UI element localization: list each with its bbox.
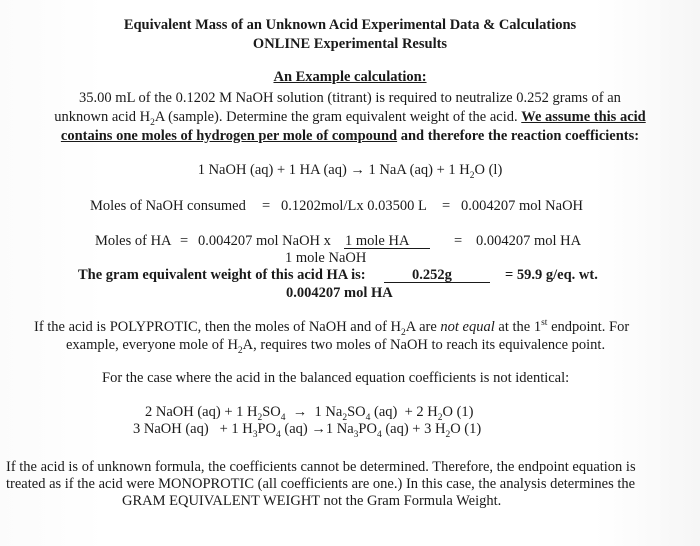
subscript: 2 (237, 345, 243, 356)
naoh-result: 0.004207 mol NaOH (461, 198, 584, 214)
text-run: A are (405, 319, 441, 335)
equals-sign: = (180, 233, 189, 249)
equals-sign: = (454, 233, 463, 249)
ha-fraction-denominator: 1 mole NaOH (285, 250, 367, 266)
text-run: 1 Na (325, 421, 354, 437)
fraction-line (384, 282, 490, 283)
text-run: unknown acid H (54, 109, 151, 125)
text-run: (aq) + 2 H (370, 404, 438, 420)
gew-denominator: 0.004207 mol HA (286, 285, 393, 301)
gew-result: = 59.9 g/eq. wt. (505, 267, 598, 283)
equals-sign: = (262, 198, 271, 214)
text-run: If the acid is POLYPROTIC, then the moles of NaOH and of H (34, 319, 402, 335)
text-run: at the 1 (494, 319, 542, 335)
text-run: O (1) (450, 421, 482, 437)
text-run: O (1) (442, 404, 474, 420)
subscript: 2 (150, 117, 155, 128)
ha-result: 0.004207 mol HA (476, 233, 582, 249)
document-title: Equivalent Mass of an Unknown Acid Experimental Data & Calculations (123, 17, 577, 33)
equals-sign: = (442, 198, 451, 214)
text-run: PO (358, 421, 377, 437)
arrow-icon: → (311, 421, 326, 437)
unknown-line-2: treated as if the acid were MONOPROTIC (all coefficients are one.) In this case, the analysis determines the (6, 476, 636, 492)
subscript: 2 (401, 327, 406, 338)
subscript: 2 (437, 412, 443, 423)
naoh-expression: 0.1202mol/Lx 0.03500 L (281, 198, 427, 214)
example-paragraph-line-1: 35.00 mL of the 0.1202 M NaOH solution (titrant) is required to neutralize 0.252 grams of an (79, 90, 621, 106)
subscript: 2 (469, 170, 475, 181)
text-run: (aq) (280, 421, 312, 437)
gew-numerator: 0.252g (412, 267, 452, 283)
ha-fraction-numerator: 1 mole HA (345, 233, 410, 249)
subscript: 4 (365, 412, 371, 423)
text-run: 2 NaOH (aq) + 1 H (145, 404, 258, 420)
gew-label: The gram equivalent weight of this acid HA is: (78, 267, 366, 283)
subscript: 2 (342, 412, 348, 423)
text-run: 1 NaA (aq) + 1 H (364, 162, 470, 178)
unknown-line-3: GRAM EQUIVALENT WEIGHT not the Gram Formula Weight. (122, 493, 502, 509)
polyprotic-line-2 (66, 337, 606, 356)
polyprotic-line-3: For the case where the acid in the balanced equation coefficients is not identical: (102, 370, 570, 386)
subscript: 3 (353, 429, 359, 440)
text-run: SO (262, 404, 281, 420)
ha-expression: 0.004207 mol NaOH x (198, 233, 331, 249)
text-run: 1 Na (314, 404, 343, 420)
subscript: 2 (445, 429, 451, 440)
subscript: 4 (276, 429, 281, 440)
arrow-icon: → (350, 162, 365, 178)
subscript: 2 (257, 412, 263, 423)
document-subtitle: ONLINE Experimental Results (252, 36, 448, 52)
polyprotic-line-1 (34, 318, 630, 338)
superscript: st (541, 318, 548, 329)
assumption-emphasis: contains one moles of hydrogen per mole of compound (60, 128, 398, 144)
text-run: (aq) + 3 H (381, 421, 446, 437)
subscript: 3 (252, 429, 258, 440)
arrow-icon: → (285, 404, 315, 420)
subscript: 4 (376, 429, 382, 440)
text-run: O (l) (474, 162, 503, 178)
assumption-emphasis: We assume this acid (521, 109, 646, 125)
text-run: SO (347, 404, 366, 420)
text-run: example, everyone mole of H (66, 337, 238, 353)
text-run: and therefore the reaction coefficients: (397, 128, 640, 144)
naoh-label: Moles of NaOH consumed (90, 198, 246, 214)
unknown-line-1: If the acid is of unknown formula, the coefficients cannot be determined. Therefore, the endpoint equation is (6, 459, 636, 475)
text-run: endpoint. For (547, 319, 630, 335)
emphasis-text: not equal (440, 319, 495, 335)
reaction-equation-phosphoric (133, 421, 482, 440)
text-run: 3 NaOH (aq) + 1 H (133, 421, 253, 437)
text-run: A, requires two moles of NaOH to reach its equivalence point. (242, 337, 606, 353)
example-heading: An Example calculation: (273, 69, 427, 85)
text-run: 1 NaOH (aq) + 1 HA (aq) (197, 162, 351, 178)
subscript: 4 (280, 412, 286, 423)
fraction-line (344, 248, 430, 249)
example-paragraph-line-3 (0, 129, 700, 144)
ha-label: Moles of HA (95, 233, 172, 249)
text-run: A (sample). Determine the gram equivalent weight of the acid. (154, 109, 522, 125)
reaction-equation (0, 162, 700, 181)
text-run: PO (257, 421, 277, 437)
reaction-equation-sulfuric (145, 404, 474, 423)
example-paragraph-line-2 (0, 109, 700, 128)
